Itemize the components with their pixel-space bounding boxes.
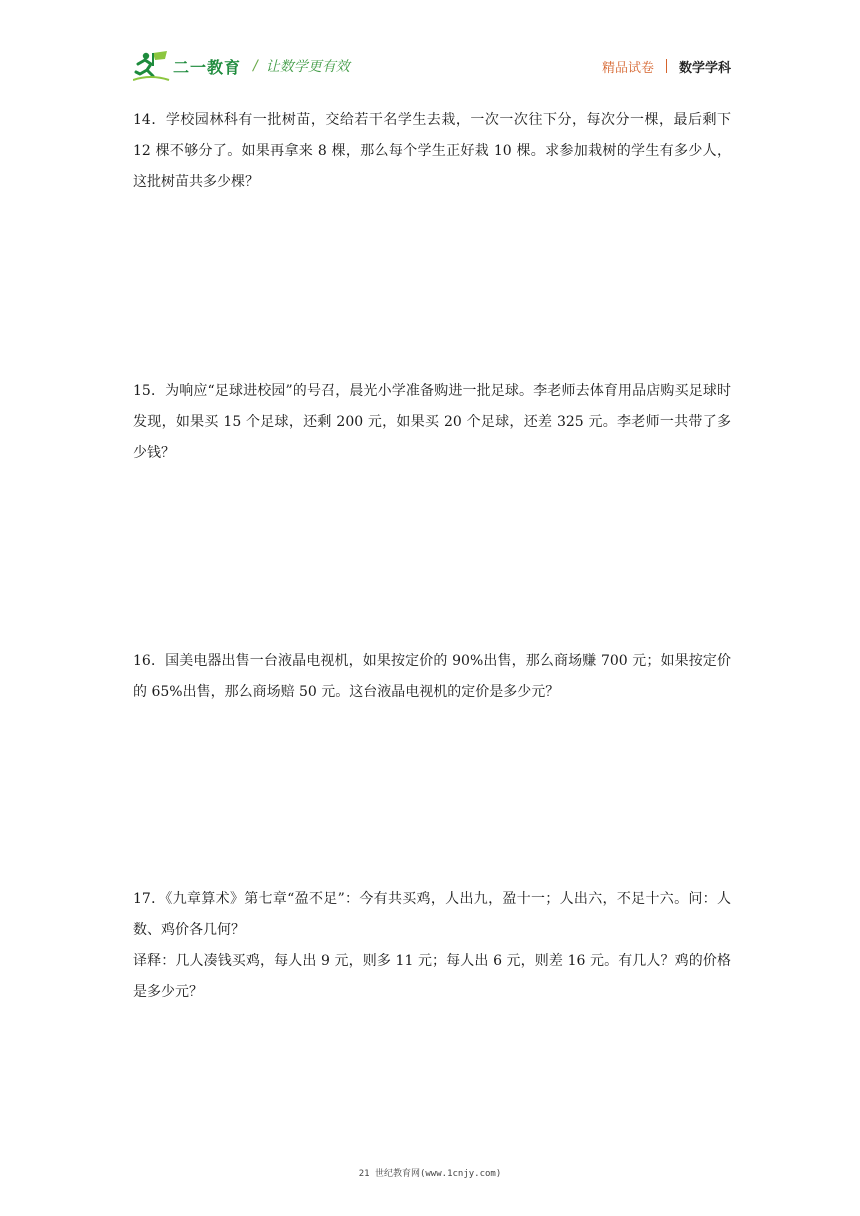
question-translation: 译释：几人凑钱买鸡，每人出 9 元，则多 11 元；每人出 6 元，则差 16 元。有几人？鸡的价格是多少元？ <box>133 953 731 1000</box>
header-divider <box>666 59 667 73</box>
question-16 <box>133 646 731 708</box>
logo-text: 二一教育 <box>173 57 242 77</box>
header-meta <box>602 48 731 84</box>
running-figure-with-flag-icon <box>133 50 171 82</box>
question-text: 16．国美电器出售一台液晶电视机，如果按定价的 90%出售，那么商场赚 700 元；如果按定价的 65%出售，那么商场赔 50 元。这台液晶电视机的定价是多少元？ <box>133 653 731 700</box>
question-14 <box>133 105 731 198</box>
header-slash: / <box>253 58 258 74</box>
page-footer: 21 世纪教育网(www.1cnjy.com) <box>358 1169 502 1179</box>
question-text: 15．为响应“足球进校园”的号召，晨光小学准备购进一批足球。李老师去体育用品店购买足球时发现，如果买 15 个足球，还剩 200 元，如果买 20 个足球，还差 325 元。李老师一共带了多少钱？ <box>133 383 731 461</box>
brand-logo <box>133 48 350 84</box>
subject-label: 数学学科 <box>678 60 731 76</box>
slogan: 让数学更有效 <box>265 59 350 75</box>
question-text: 17．《九章算术》第七章“盈不足”：今有共买鸡，人出九，盈十一；人出六，不足十六。问：人数、鸡价各几何？ <box>133 891 731 938</box>
paper-type-label: 精品试卷 <box>601 60 654 76</box>
question-17 <box>133 884 731 1008</box>
page-header <box>133 48 731 84</box>
question-15 <box>133 376 731 469</box>
question-text: 14．学校园林科有一批树苗，交给若干名学生去栽，一次一次往下分，每次分一棵，最后剩下 12 棵不够分了。如果再拿来 8 棵，那么每个学生正好栽 10 棵。求参加栽树的学生有多少人，这批树苗共多少棵？ <box>133 112 731 190</box>
